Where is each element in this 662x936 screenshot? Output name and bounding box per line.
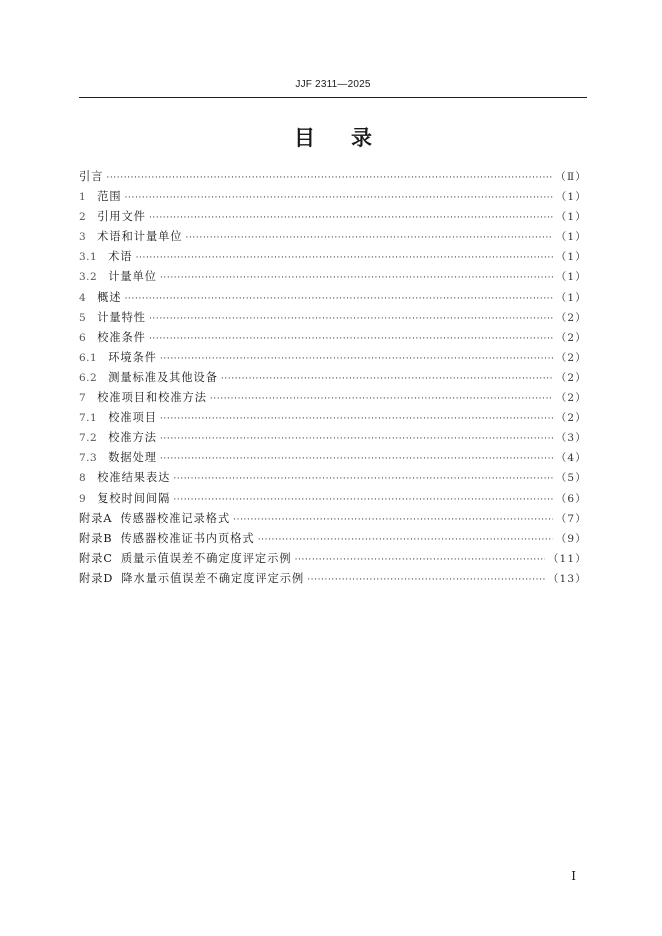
toc-dot-leader — [186, 233, 553, 243]
toc-dot-leader — [307, 575, 545, 585]
toc-entry-number: 8 — [79, 472, 87, 485]
page-title: 目录 — [294, 125, 408, 150]
toc-entry-page: （1） — [555, 211, 587, 224]
toc-dot-leader — [233, 515, 553, 525]
toc-entry[interactable] — [79, 349, 587, 369]
toc-entry[interactable] — [79, 248, 587, 268]
toc-entry-page: （11） — [547, 552, 587, 565]
toc-entry-page: （2） — [555, 351, 587, 364]
toc-entry-page: （1） — [555, 231, 587, 244]
toc-entry-page: （2） — [555, 371, 587, 384]
toc-entry-label: 测量标准及其他设备 — [108, 370, 218, 384]
toc-entry-label: 范围 — [97, 190, 122, 204]
toc-entry-label: 计量单位 — [108, 270, 157, 284]
toc-entry-page: （2） — [555, 311, 587, 324]
toc-entry-label: 校准条件 — [97, 330, 146, 344]
toc-entry-number: 7 — [79, 392, 87, 405]
toc-entry-number: 7.3 — [79, 452, 98, 465]
toc-dot-leader — [221, 374, 553, 384]
toc-dot-leader — [160, 434, 553, 444]
toc-dot-leader — [173, 495, 552, 505]
toc-dot-leader — [295, 555, 545, 565]
toc-dot-leader — [160, 273, 553, 283]
toc-entry-number: 9 — [79, 492, 87, 505]
toc-entry[interactable] — [79, 369, 587, 389]
toc-entry[interactable] — [79, 329, 587, 349]
toc-dot-leader — [160, 454, 553, 464]
toc-entry-number: 6 — [79, 331, 87, 344]
toc-dot-leader — [125, 294, 553, 304]
toc-entry-label: 环境条件 — [108, 350, 157, 364]
toc-entry-label: 术语和计量单位 — [97, 230, 183, 244]
toc-entry-number: 6.1 — [79, 351, 98, 364]
toc-entry-page: （1） — [555, 291, 587, 304]
toc-entry-number: 3 — [79, 231, 87, 244]
toc-entry-label: 概述 — [97, 290, 122, 304]
toc-dot-leader — [173, 474, 552, 484]
toc-dot-leader — [149, 314, 553, 324]
toc-entry-number: 附录D — [79, 571, 114, 585]
toc-entry-page: （2） — [555, 392, 587, 405]
toc-entry-page: （1） — [555, 271, 587, 284]
toc-entry-number: 附录A — [79, 511, 113, 525]
toc-entry[interactable] — [79, 268, 587, 288]
toc-entry-number: 附录B — [79, 531, 113, 545]
toc-entry-page: （3） — [555, 432, 587, 445]
toc-entry-label: 校准结果表达 — [97, 471, 171, 485]
toc-entry-page: （4） — [555, 452, 587, 465]
toc-entry-page: （7） — [555, 512, 587, 525]
toc-entry-page: （9） — [555, 532, 587, 545]
toc-dot-leader — [160, 354, 553, 364]
toc-entry[interactable] — [79, 550, 587, 570]
toc-entry-page: （1） — [555, 251, 587, 264]
toc-entry-number: 6.2 — [79, 371, 98, 384]
toc-entry-label: 引用文件 — [97, 210, 146, 224]
document-code-header: JJF 2311—2025 — [295, 79, 371, 90]
toc-entry[interactable] — [79, 289, 587, 309]
toc-entry-page: （2） — [555, 412, 587, 425]
toc-dot-leader — [149, 334, 553, 344]
table-of-contents — [79, 168, 587, 590]
toc-entry-label: 计量特性 — [97, 310, 146, 324]
toc-entry[interactable] — [79, 208, 587, 228]
toc-entry-page: （5） — [555, 472, 587, 485]
toc-entry-label: 校准方法 — [108, 431, 157, 445]
toc-entry-number: 7.2 — [79, 432, 98, 445]
toc-entry-label: 校准项目 — [108, 411, 157, 425]
toc-entry[interactable] — [79, 530, 587, 550]
toc-dot-leader — [160, 414, 553, 424]
toc-entry-number: 7.1 — [79, 412, 98, 425]
toc-entry[interactable] — [79, 449, 587, 469]
toc-entry-label: 校准项目和校准方法 — [97, 391, 207, 405]
toc-dot-leader — [125, 193, 553, 203]
toc-entry-number: 3.1 — [79, 251, 98, 264]
toc-entry-label: 传感器校准记录格式 — [120, 511, 231, 525]
toc-entry-number: 5 — [79, 311, 87, 324]
toc-entry[interactable] — [79, 490, 587, 510]
toc-dot-leader — [210, 394, 553, 404]
toc-entry-number: 1 — [79, 191, 87, 204]
toc-dot-leader — [106, 173, 552, 183]
toc-entry-label: 传感器校准证书内页格式 — [120, 531, 255, 545]
toc-entry-number: 附录C — [79, 551, 113, 565]
toc-entry-page: （13） — [547, 572, 587, 585]
toc-entry-number: 4 — [79, 291, 87, 304]
toc-entry-page: （Ⅱ） — [555, 171, 587, 183]
toc-entry-label: 降水量示值误差不确定度评定示例 — [121, 571, 305, 585]
toc-entry[interactable] — [79, 168, 587, 188]
toc-entry[interactable] — [79, 469, 587, 489]
toc-entry[interactable] — [79, 510, 587, 530]
toc-entry-page: （2） — [555, 331, 587, 344]
toc-dot-leader — [258, 535, 553, 545]
toc-entry-label: 数据处理 — [108, 451, 157, 465]
toc-entry-label: 引言 — [79, 170, 104, 183]
toc-entry[interactable] — [79, 228, 587, 248]
toc-entry[interactable] — [79, 188, 587, 208]
toc-entry[interactable] — [79, 429, 587, 449]
toc-dot-leader — [136, 253, 553, 263]
toc-entry-page: （1） — [555, 191, 587, 204]
page-number: I — [571, 869, 576, 883]
toc-entry[interactable] — [79, 409, 587, 429]
toc-entry-label: 术语 — [108, 250, 133, 264]
toc-entry-label: 质量示值误差不确定度评定示例 — [120, 551, 292, 565]
toc-entry[interactable] — [79, 570, 587, 590]
toc-entry-number: 2 — [79, 211, 87, 224]
header-divider — [79, 97, 587, 98]
toc-entry[interactable] — [79, 389, 587, 409]
toc-entry[interactable] — [79, 309, 587, 329]
toc-entry-label: 复校时间间隔 — [97, 491, 171, 505]
toc-entry-page: （6） — [555, 492, 587, 505]
toc-entry-number: 3.2 — [79, 271, 98, 284]
toc-dot-leader — [149, 213, 553, 223]
